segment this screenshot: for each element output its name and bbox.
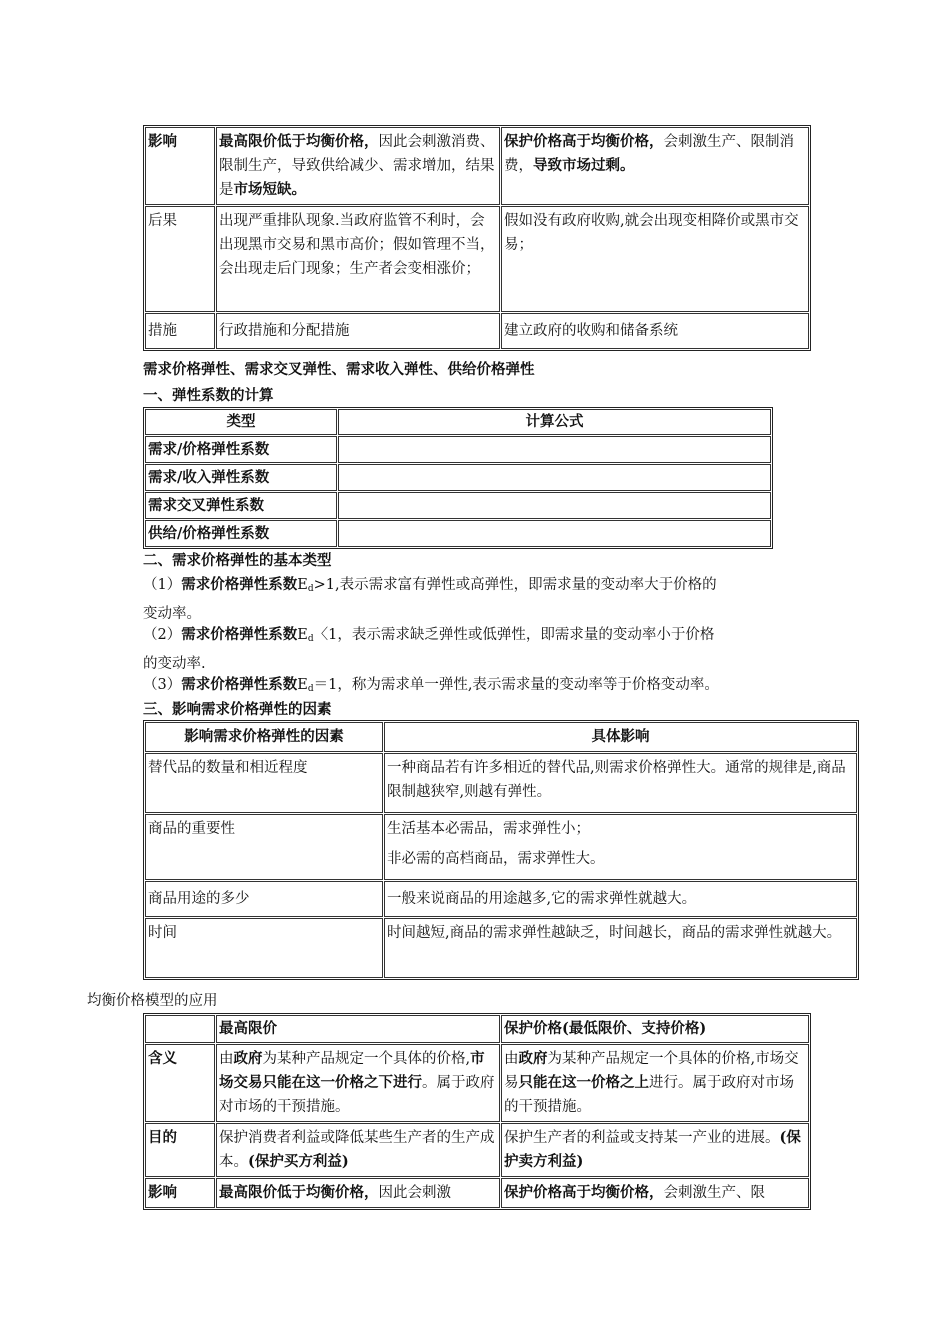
- table-row: 时间 时间越短,商品的需求弹性越缺乏，时间越长，商品的需求弹性就越大。: [145, 918, 857, 978]
- table-row: 商品的重要性 生活基本必需品，需求弹性小； 非必需的高档商品，需求弹性大。: [145, 814, 857, 880]
- cell: 最高限价低于均衡价格，因此会刺激消费、限制生产，导致供给减少、需求增加，结果是市场短缺。: [216, 127, 500, 205]
- table-header-row: [145, 409, 771, 435]
- cell: 建立政府的收购和储备系统: [501, 313, 809, 349]
- section3-title: 三、影响需求价格弹性的因素: [143, 701, 332, 718]
- cell: 行政措施和分配措施: [216, 313, 500, 349]
- table-row: [145, 313, 809, 349]
- header-factor: 影响需求价格弹性的因素: [145, 722, 383, 752]
- elasticity-type-1: （1）需求价格弹性系数$E_d>1$,表示需求富有弹性或高弹性，即需求量的变动率大于价格的 变动率。: [143, 576, 717, 622]
- section1-title: 一、弹性系数的计算: [143, 387, 274, 404]
- header-formula: 计算公式: [338, 409, 771, 435]
- header-support-price: 保护价格(最低限价、支持价格): [501, 1015, 809, 1043]
- table-row: 供给/价格弹性系数: [145, 520, 771, 547]
- table-row: 需求/价格弹性系数: [145, 436, 771, 463]
- table-row: 影响 最高限价低于均衡价格，因此会刺激 保护价格高于均衡价格，会刺激生产、限: [145, 1178, 809, 1208]
- section4-title: 均衡价格模型的应用: [87, 993, 218, 1009]
- elasticity-coefficient-table: [143, 407, 773, 549]
- elasticity-type-2: （2）需求价格弹性系数$E_d$〈1，表示需求缺乏弹性或低弹性，即需求量的变动率小于价格 的变动率.: [143, 626, 715, 672]
- row-label: 后果: [145, 206, 215, 312]
- header-max-price: 最高限价: [216, 1015, 500, 1043]
- price-control-table: [143, 1013, 811, 1210]
- header-effect: 具体影响: [384, 722, 857, 752]
- row-label: 影响: [145, 127, 215, 205]
- table-row: 商品用途的多少 一般来说商品的用途越多,它的需求弹性就越大。: [145, 881, 857, 917]
- table-row: 需求/收入弹性系数: [145, 464, 771, 491]
- elasticity-type-3: （3）需求价格弹性系数$E_d=1$，称为需求单一弹性,表示需求量的变动率等于价格变动率。: [143, 676, 719, 694]
- section2-title: 二、需求价格弹性的基本类型: [143, 552, 332, 569]
- table-header-row: [145, 722, 857, 752]
- header-type: 类型: [145, 409, 337, 435]
- cell: 假如没有政府收购,就会出现变相降价或黑市交易；: [501, 206, 809, 312]
- table-row: 目的 保护消费者利益或降低某些生产者的生产成本。(保护买方利益) 保护生产者的利益或支持某一产业的进展。(保护卖方利益): [145, 1123, 809, 1177]
- cell: 出现严重排队现象.当政府监管不利时，会出现黑市交易和黑市高价；假如管理不当，会出现走后门现象；生产者会变相涨价；: [216, 206, 500, 312]
- main-heading: 需求价格弹性、需求交叉弹性、需求收入弹性、供给价格弹性: [143, 361, 535, 378]
- row-label: 措施: [145, 313, 215, 349]
- table-header-row: [145, 1015, 809, 1043]
- table-row: 替代品的数量和相近程度 一种商品若有许多相近的替代品,则需求价格弹性大。通常的规律是,商品限制越狭窄,则越有弹性。: [145, 753, 857, 813]
- cell: 保护价格高于均衡价格，会刺激生产、限制消费，导致市场过剩。: [501, 127, 809, 205]
- elasticity-factors-table: [143, 720, 859, 980]
- table-row: [145, 127, 809, 205]
- table-row: 含义 由政府为某种产品规定一个具体的价格,市场交易只能在这一价格之下进行。属于政府对市场的干预措施。 由政府为某种产品规定一个具体的价格,市场交易只能在这一价格之上进行。属于政府对市场的干预措施。: [145, 1044, 809, 1122]
- table-row: [145, 206, 809, 312]
- table-row: 需求交叉弹性系数: [145, 492, 771, 519]
- price-control-table-top: [143, 125, 811, 351]
